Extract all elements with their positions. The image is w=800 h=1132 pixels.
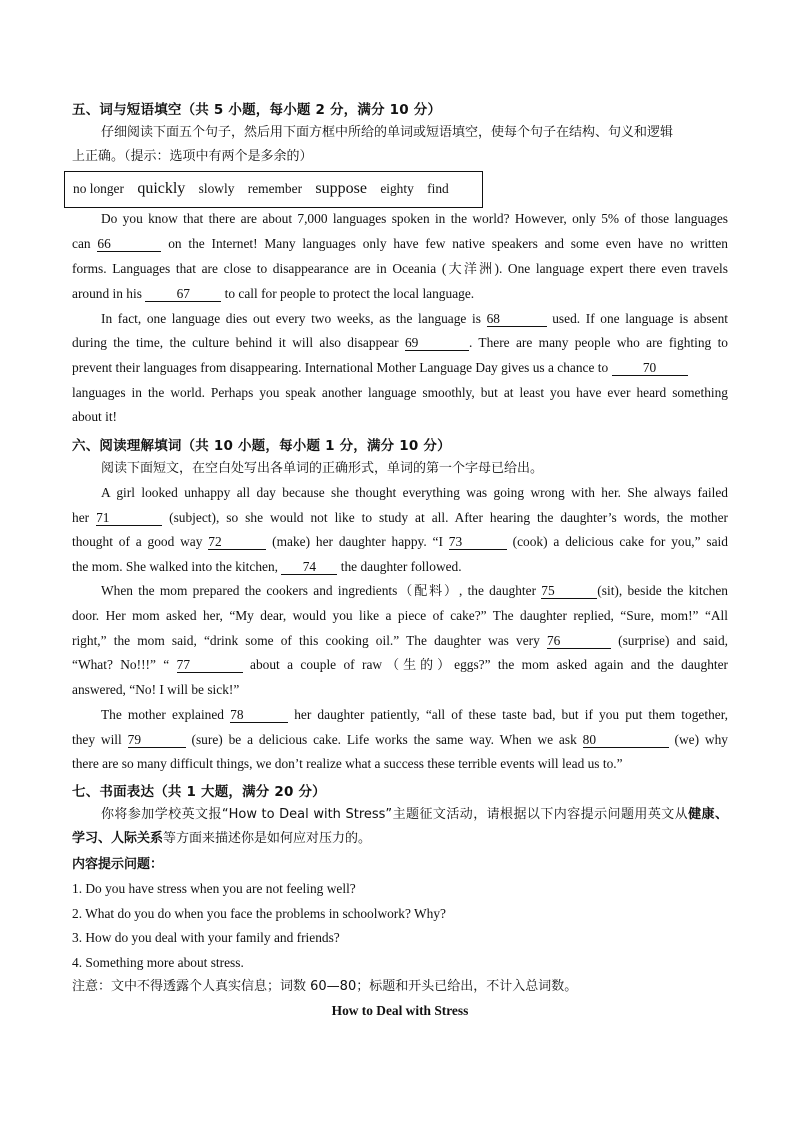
answer-blank-73[interactable]: 73: [449, 534, 507, 550]
passage-5-line: languages in the world. Perhaps you speak another language smoothly, but at least you have ever heard something: [72, 385, 728, 400]
passage-5-line: during the time, the culture behind it will also disappear 69 . There are many people who are fighting to: [72, 335, 728, 350]
prompt-question: 2. What do you do when you face the problems in schoolwork? Why?: [72, 906, 446, 921]
answer-blank-70[interactable]: 70: [612, 360, 688, 376]
passage-6-line: the mom. She walked into the kitchen, 74 the daughter followed.: [72, 559, 462, 574]
answer-blank-77[interactable]: 77: [177, 657, 243, 673]
prompt-question: 3. How do you deal with your family and friends?: [72, 930, 340, 945]
passage-5-line: about it!: [72, 409, 117, 424]
section-5-instruction: 仔细阅读下面五个句子，然后用下面方框中所给的单词或短语填空，使每个句子在结构、句义和逻辑: [101, 125, 674, 140]
word-bank-box: [64, 171, 483, 208]
word-bank: [73, 180, 459, 198]
passage-6-line: When the mom prepared the cookers and ingredients（配料）, the daughter 75 (sit), beside the kitchen: [101, 583, 728, 599]
answer-blank-67[interactable]: 67: [145, 286, 221, 302]
answer-blank-76[interactable]: 76: [547, 633, 611, 649]
passage-6-line: right,” the mom said, “drink some of this cooking oil.” The daughter was very 76 (surprise) and said,: [72, 633, 728, 648]
answer-blank-68[interactable]: 68: [487, 311, 547, 327]
word-option: slowly: [198, 181, 235, 196]
passage-5-line: around in his 67 to call for people to protect the local language.: [72, 286, 475, 301]
section-7-instruction: 你将参加学校英文报“How to Deal with Stress”主题征文活动，请根据以下内容提示问题用英文从健康、: [101, 807, 728, 822]
answer-blank-75[interactable]: 75: [541, 583, 597, 599]
passage-5-line: In fact, one language dies out every two weeks, as the language is 68 used. If one language is absent: [101, 311, 729, 326]
word-option: remember: [247, 181, 303, 196]
passage-5-line: can 66 on the Internet! Many languages only have few native speakers and some even have no written: [72, 236, 729, 251]
answer-blank-78[interactable]: 78: [230, 707, 288, 723]
passage-6-line: “What? No!!!” “ 77 about a couple of raw（生的）eggs?” the mom asked again and the daughter: [72, 657, 729, 673]
writing-note: 注意：文中不得透露个人真实信息；词数 60—80；标题和开头已给出，不计入总词数。: [72, 979, 578, 994]
section-5-instruction-cont: 上正确。（提示：选项中有两个是多余的）: [72, 149, 313, 164]
answer-blank-69[interactable]: 69: [405, 335, 469, 351]
word-option: no longer: [73, 181, 124, 196]
passage-5-line: prevent their languages from disappearing. International Mother Language Day gives us a chance to 70: [72, 359, 752, 377]
answer-blank-71[interactable]: 71: [96, 510, 162, 526]
word-option: quickly: [137, 180, 186, 197]
word-option: suppose: [315, 180, 367, 197]
passage-6-line: answered, “No! I will be sick!”: [72, 682, 240, 697]
passage-6-line: they will 79 (sure) be a delicious cake. Life works the same way. When we ask 80 (we) why: [72, 732, 728, 747]
passage-6-line: The mother explained 78 her daughter patiently, “all of these taste bad, but if you put them together,: [101, 707, 728, 722]
passage-6-line: door. Her mom asked her, “My dear, would you like a piece of cake?” The daughter replied, “Sure, mom!” “All: [72, 608, 728, 623]
passage-6-line: there are so many difficult things, we don’t realize what a success these terrible events will lead us to.”: [72, 756, 623, 771]
passage-5-line: Do you know that there are about 7,000 languages spoken in the world? However, only 5% of those languages: [101, 211, 728, 226]
passage-6-line: thought of a good way 72 (make) her daughter happy. “I 73 (cook) a delicious cake for you,” said: [72, 534, 728, 549]
passage-6-line: her 71 (subject), so she would not like to study at all. After hearing the daughter’s words, the mother: [72, 510, 728, 525]
passage-5-line: forms. Languages that are close to disappearance are in Oceania (大洋洲). One language expert there even travels: [72, 261, 728, 277]
prompt-question: 4. Something more about stress.: [72, 955, 244, 970]
answer-blank-66[interactable]: 66: [97, 236, 161, 252]
essay-title: How to Deal with Stress: [331, 1003, 469, 1018]
answer-blank-74[interactable]: 74: [281, 559, 337, 575]
section-5-title: 五、词与短语填空（共 5 小题，每小题 2 分，满分 10 分）: [72, 102, 442, 118]
prompt-questions-heading: 内容提示问题：: [72, 857, 164, 872]
passage-6-line: A girl looked unhappy all day because she thought everything was going wrong with her. She always failed: [101, 485, 728, 500]
word-option: eighty: [380, 181, 414, 196]
section-6-title: 六、阅读理解填词（共 10 小题，每小题 1 分，满分 10 分）: [72, 438, 451, 454]
section-7-title: 七、书面表达（共 1 大题，满分 20 分）: [72, 784, 326, 800]
section-7-instruction-cont: 学习、人际关系等方面来描述你是如何应对压力的。: [72, 831, 372, 846]
word-option: find: [427, 181, 449, 196]
prompt-question: 1. Do you have stress when you are not feeling well?: [72, 881, 356, 896]
answer-blank-79[interactable]: 79: [128, 732, 186, 748]
answer-blank-80[interactable]: 80: [583, 732, 669, 748]
answer-blank-72[interactable]: 72: [208, 534, 266, 550]
section-6-instruction: 阅读下面短文，在空白处写出各单词的正确形式，单词的第一个字母已给出。: [101, 461, 544, 476]
